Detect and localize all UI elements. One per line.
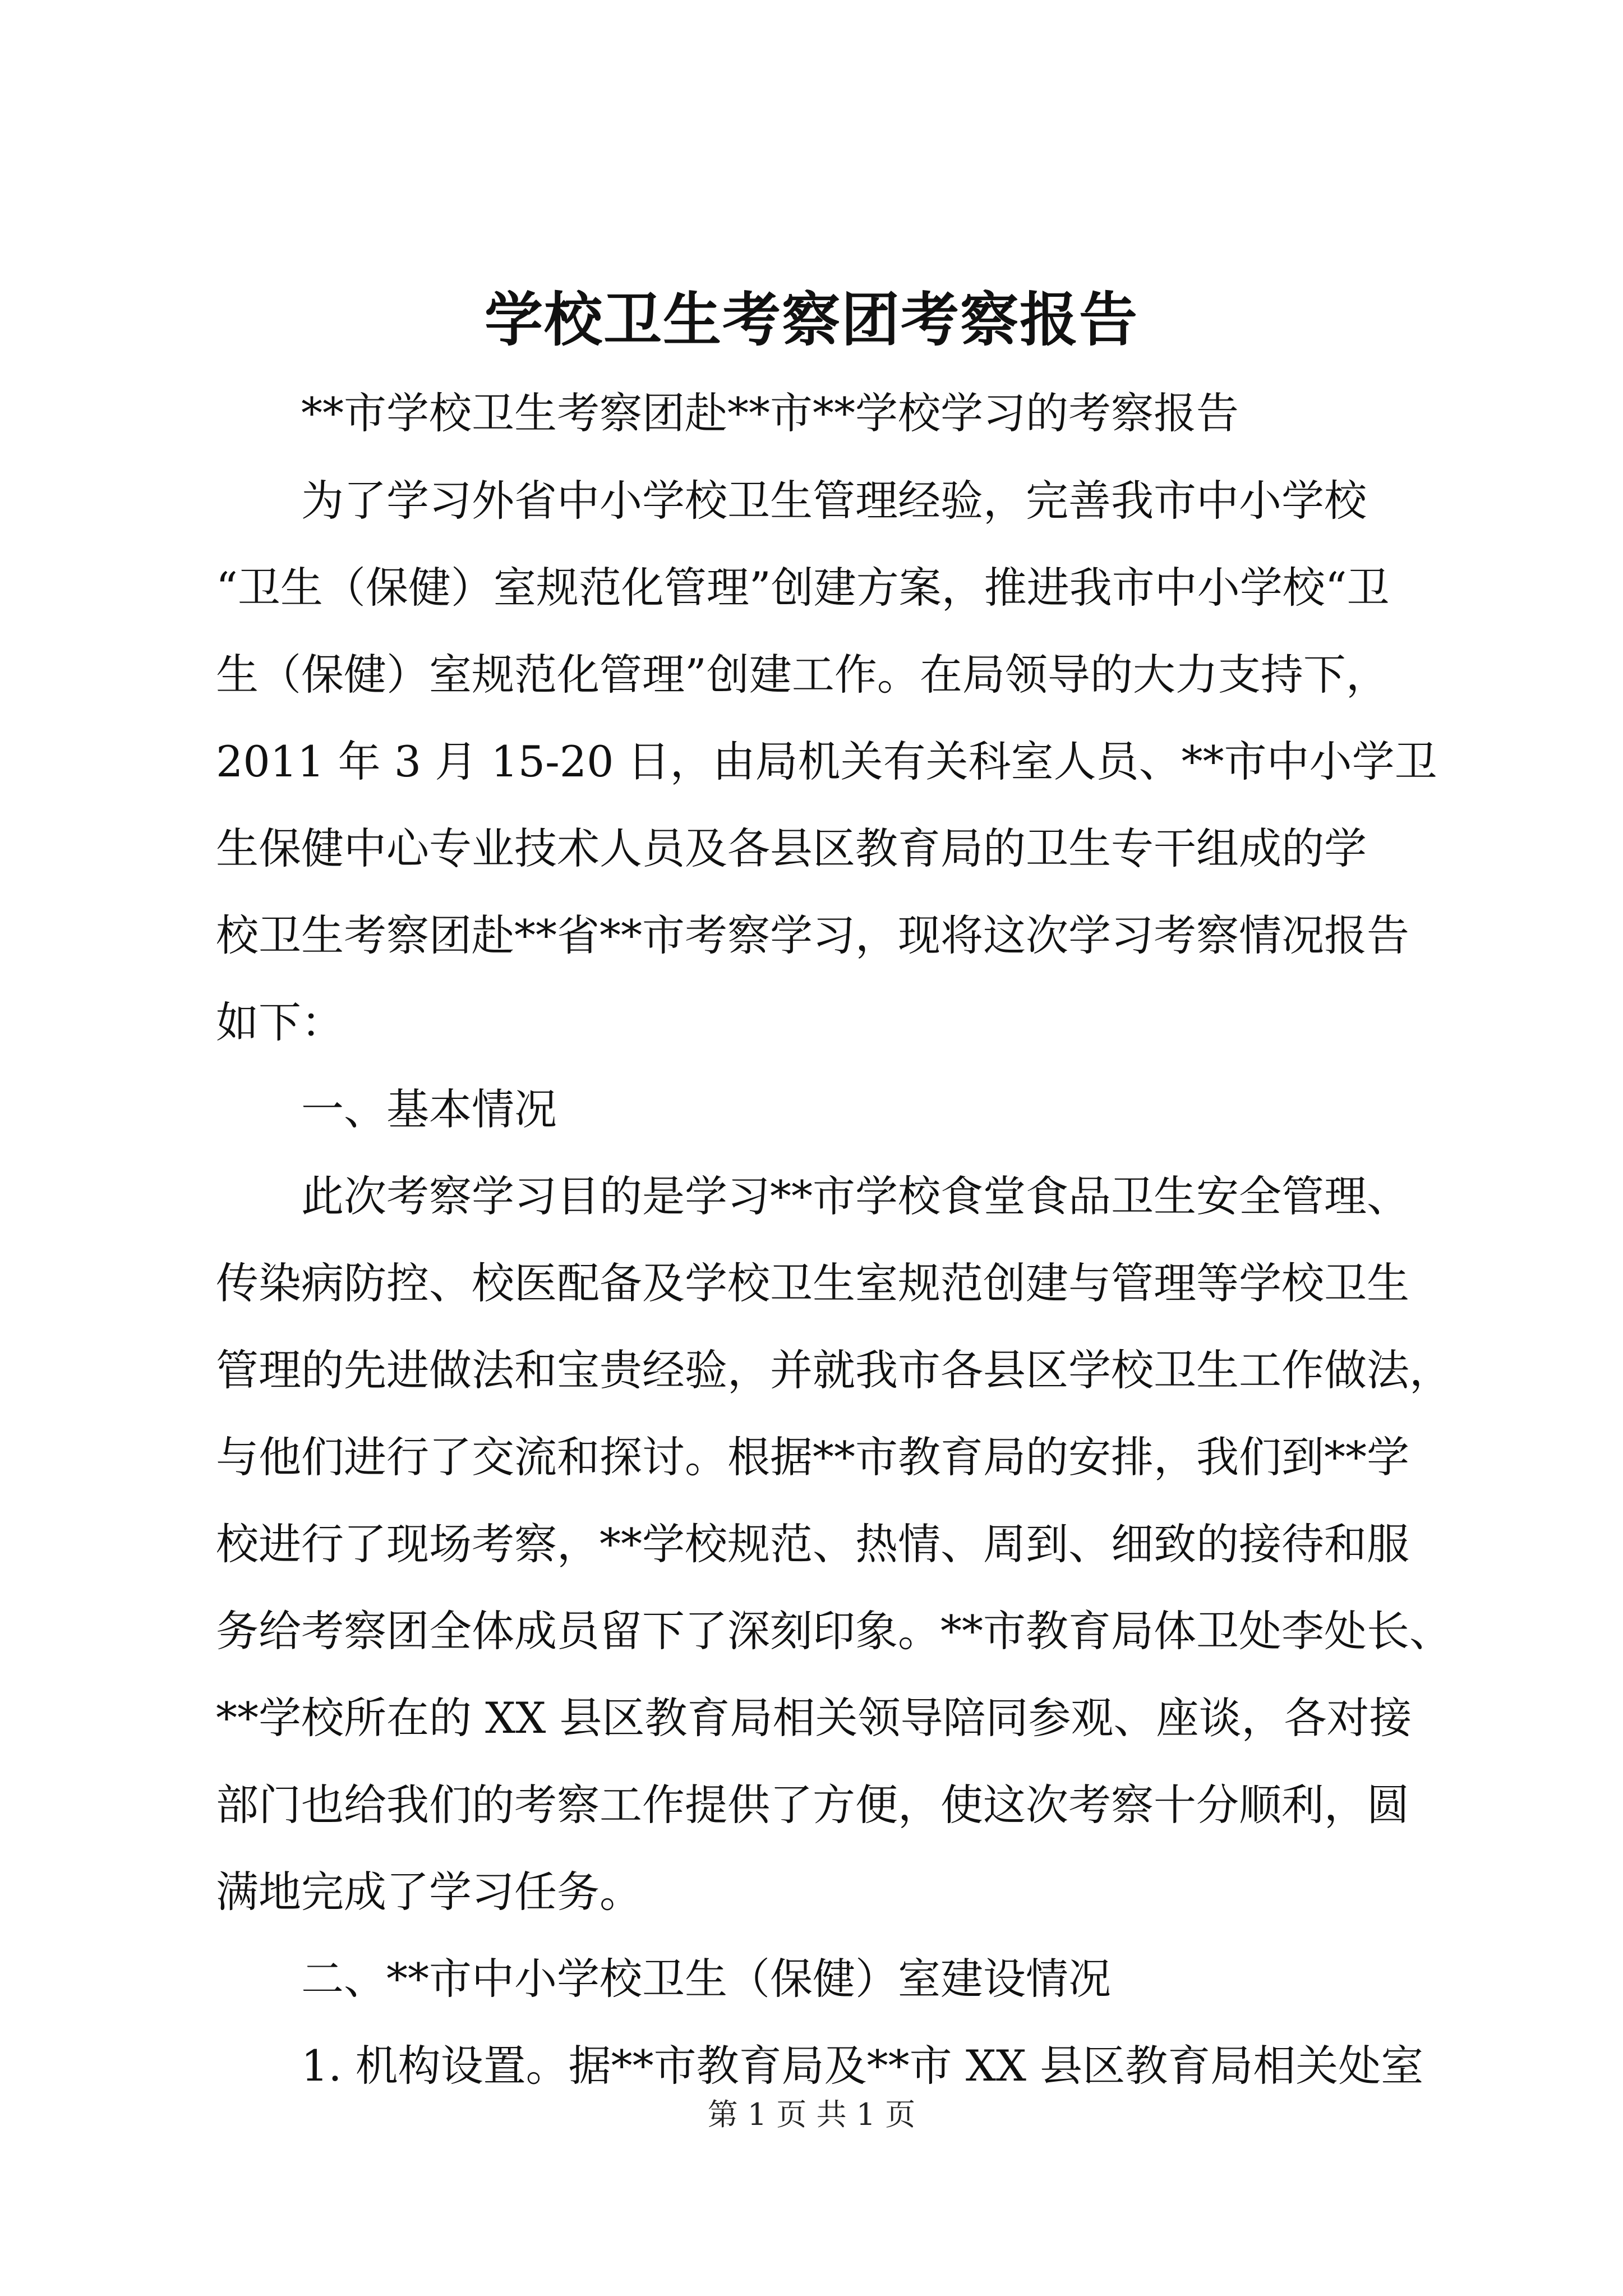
- paragraph-line: **学校所在的 XX 县区教育局相关领导陪同参观、座谈，各对接: [216, 1693, 1412, 1743]
- document-title: 学校卫生考察团考察报告: [484, 285, 1138, 354]
- paragraph-line: 满地完成了学习任务。: [216, 1867, 642, 1917]
- paragraph-line: 务给考察团全体成员留下了深刻印象。**市教育局体卫处李处长、: [216, 1606, 1452, 1656]
- paragraph-line: 管理的先进做法和宝贵经验，并就我市各县区学校卫生工作做法，: [216, 1345, 1452, 1395]
- paragraph-line: “卫生（保健）室规范化管理”创建方案，推进我市中小学校“卫: [216, 563, 1390, 613]
- paragraph-line: 为了学习外省中小学校卫生管理经验，完善我市中小学校: [301, 476, 1367, 526]
- paragraph-line: 传染病防控、校医配备及学校卫生室规范创建与管理等学校卫生: [216, 1258, 1409, 1308]
- paragraph-line: 校进行了现场考察，**学校规范、热情、周到、细致的接待和服: [216, 1519, 1409, 1569]
- paragraph-line: 2011 年 3 月 15-20 日，由局机关有关科室人员、**市中小学卫: [216, 737, 1437, 786]
- paragraph-line: 如下：: [216, 997, 344, 1047]
- section-heading: 二、**市中小学校卫生（保健）室建设情况: [301, 1954, 1111, 2004]
- paragraph-line: 生（保健）室规范化管理”创建工作。在局领导的大力支持下，: [216, 650, 1389, 700]
- paragraph-line: 生保健中心专业技术人员及各县区教育局的卫生专干组成的学: [216, 823, 1367, 873]
- page-number-footer: 第 1 页 共 1 页: [707, 2097, 916, 2132]
- paragraph-line: 1. 机构设置。据**市教育局及**市 XX 县区教育局相关处室: [301, 2041, 1424, 2091]
- subtitle-line: **市学校卫生考察团赴**市**学校学习的考察报告: [301, 388, 1239, 438]
- paragraph-line: 部门也给我们的考察工作提供了方便，使这次考察十分顺利，圆: [216, 1780, 1409, 1830]
- paragraph-line: 校卫生考察团赴**省**市考察学习，现将这次学习考察情况报告: [216, 910, 1409, 960]
- paragraph-line: 与他们进行了交流和探讨。根据**市教育局的安排，我们到**学: [216, 1432, 1409, 1482]
- paragraph-line: 此次考察学习目的是学习**市学校食堂食品卫生安全管理、: [301, 1171, 1409, 1221]
- section-heading: 一、基本情况: [301, 1084, 557, 1134]
